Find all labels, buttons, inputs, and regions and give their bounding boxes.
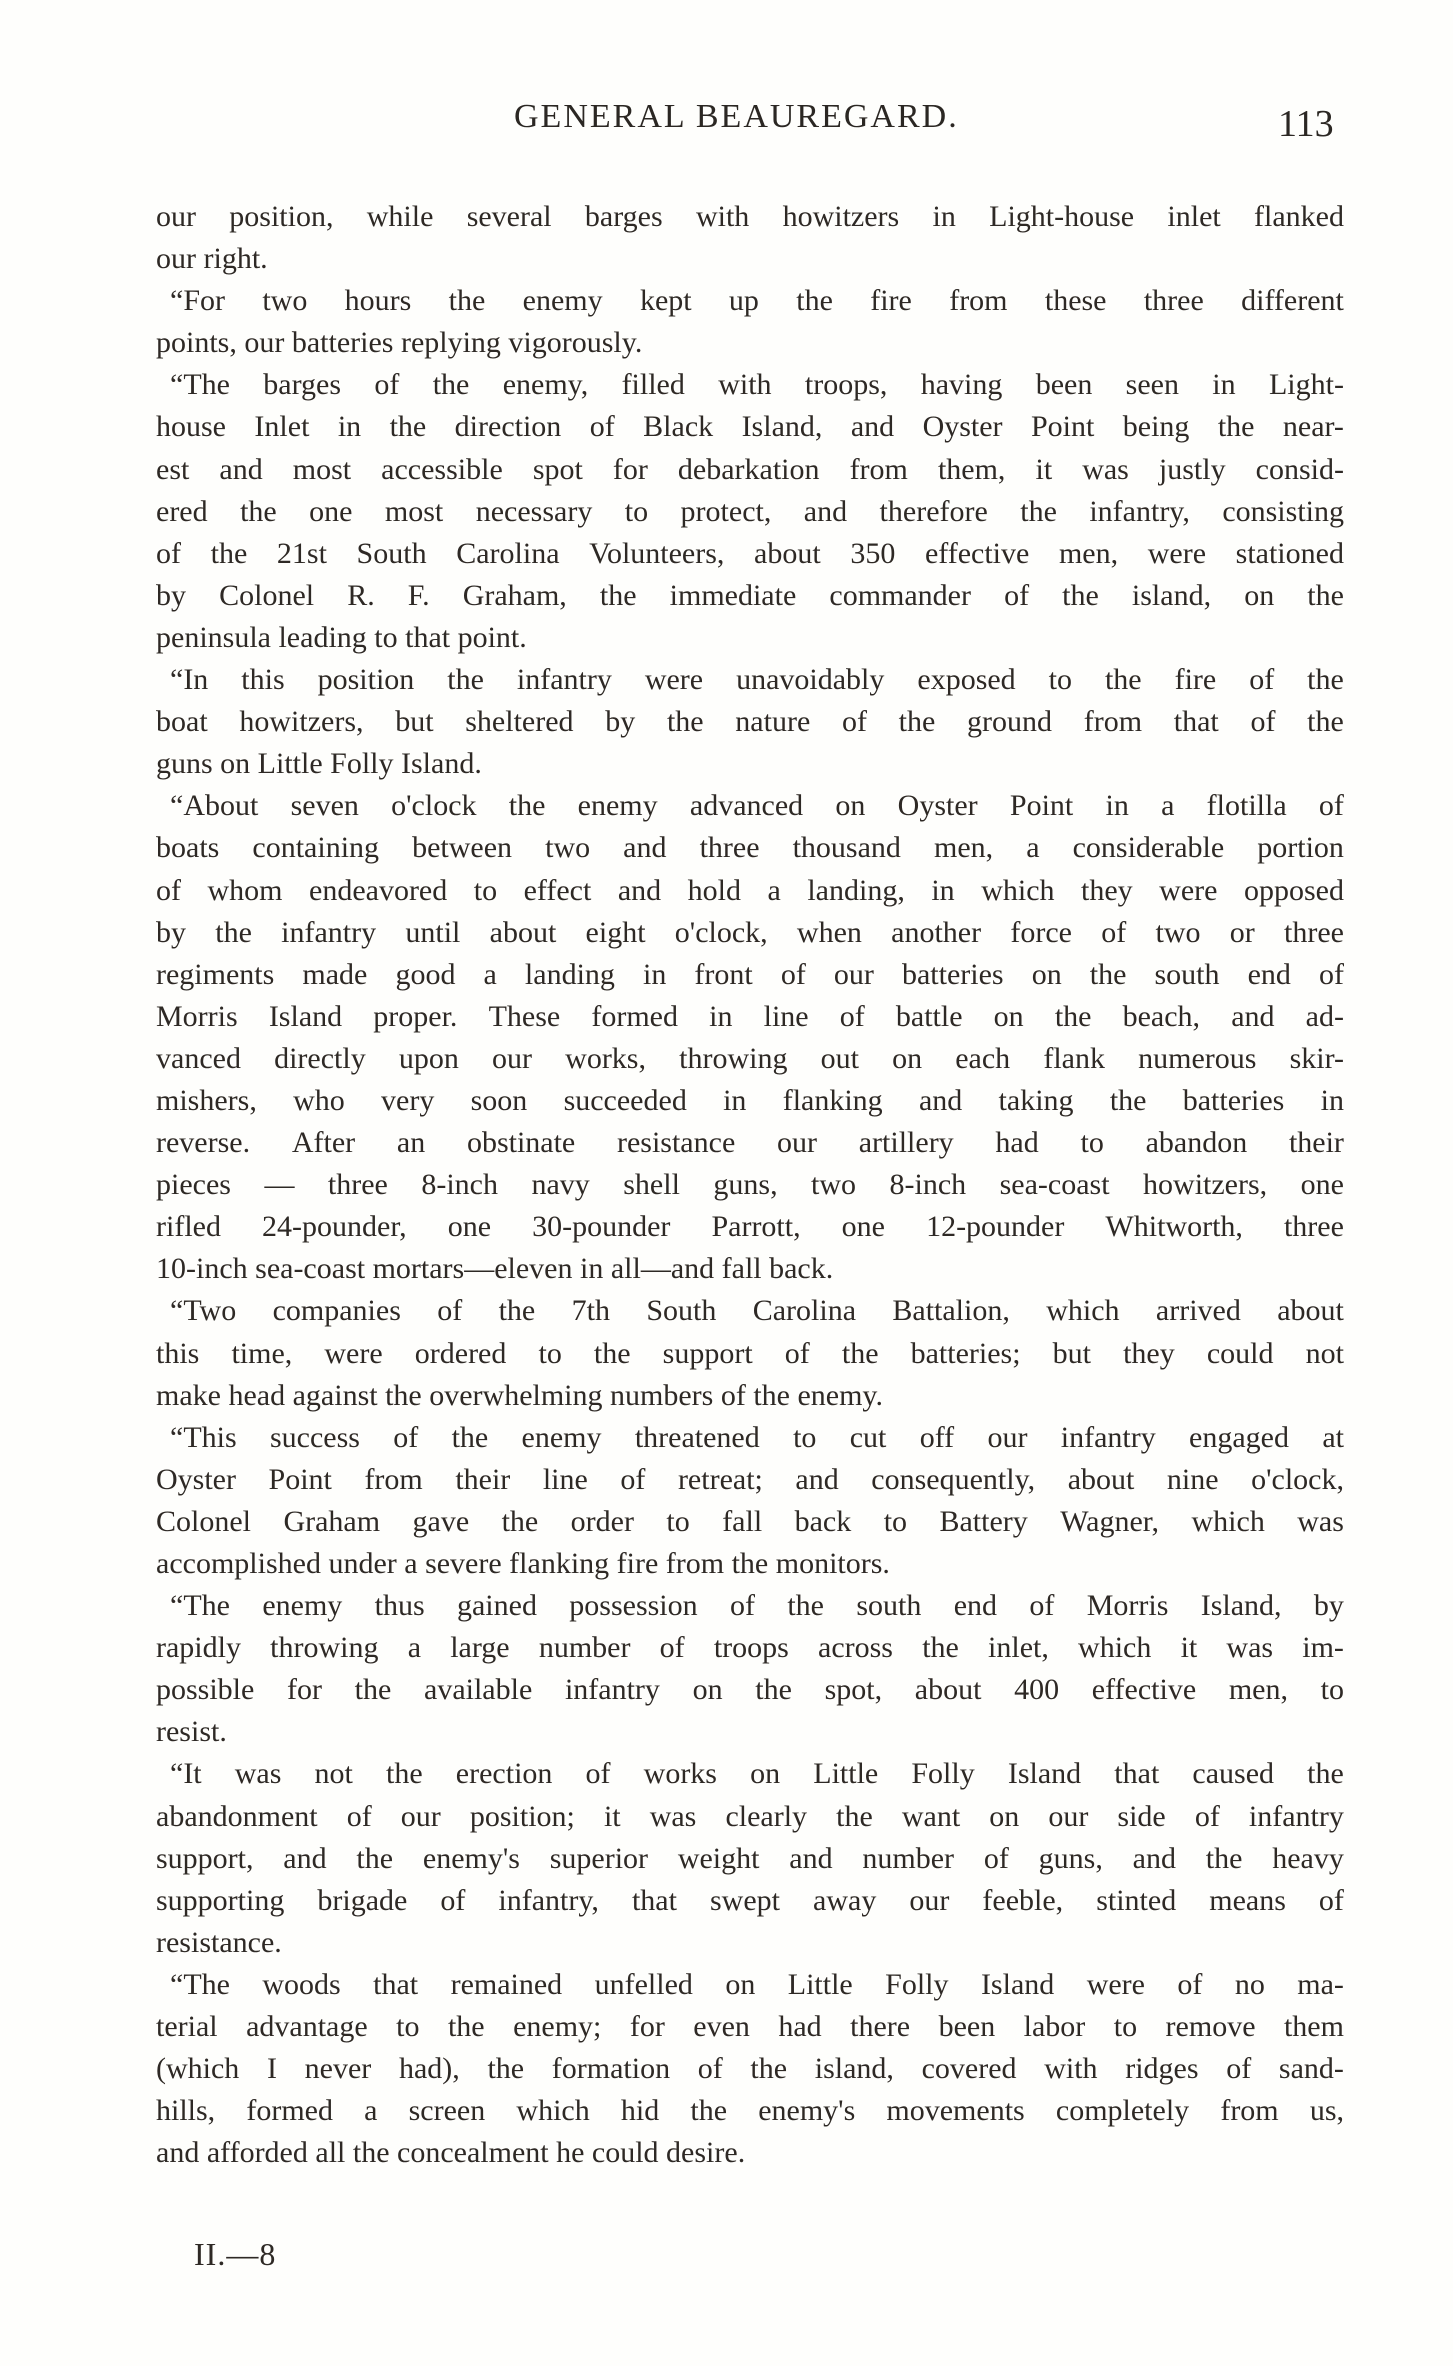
text-line: resistance.	[156, 1925, 282, 1959]
text-line: 10-inch sea-coast mortars—eleven in all—and fall back.	[156, 1252, 834, 1286]
text-line: mishers, who very soon succeeded in flanking and taking the batteries in	[156, 1083, 1344, 1117]
text-line: “The enemy thus gained possession of the south end of Morris Island, by	[170, 1589, 1344, 1623]
text-line: house Inlet in the direction of Black Island, and Oyster Point being the near-	[156, 410, 1344, 444]
text-line: rifled 24-pounder, one 30-pounder Parrott, one 12-pounder Whitworth, three	[156, 1210, 1344, 1244]
running-head	[0, 98, 1453, 148]
page-number: 113	[1278, 103, 1334, 145]
text-line: pieces — three 8-inch navy shell guns, two 8-inch sea-coast howitzers, one	[156, 1168, 1344, 1202]
running-title: GENERAL BEAUREGARD.	[514, 98, 959, 135]
text-line: hills, formed a screen which hid the enemy's movements completely from us,	[156, 2094, 1344, 2128]
text-line: Morris Island proper. These formed in line of battle on the beach, and ad-	[156, 999, 1344, 1033]
text-line: our right.	[156, 242, 268, 276]
text-line: ered the one most necessary to protect, and therefore the infantry, consisting	[156, 494, 1344, 528]
text-line: our position, while several barges with howitzers in Light-house inlet flanked	[156, 200, 1344, 233]
text-line: “About seven o'clock the enemy advanced on Oyster Point in a flotilla of	[170, 789, 1344, 823]
text-line: support, and the enemy's superior weight and number of guns, and the heavy	[156, 1841, 1344, 1875]
text-line: “Two companies of the 7th South Carolina Battalion, which arrived about	[170, 1294, 1344, 1328]
text-line: terial advantage to the enemy; for even had there been labor to remove them	[156, 2010, 1344, 2044]
text-line: Colonel Graham gave the order to fall back to Battery Wagner, which was	[156, 1504, 1344, 1538]
text-line: supporting brigade of infantry, that swept away our feeble, stinted means of	[156, 1883, 1344, 1917]
text-line: “In this position the infantry were unavoidably exposed to the fire of the	[170, 663, 1344, 697]
text-line: boats containing between two and three thousand men, a considerable portion	[156, 831, 1344, 865]
body-text	[156, 196, 1344, 2174]
text-line: vanced directly upon our works, throwing out on each flank numerous skir-	[156, 1041, 1344, 1075]
signature-mark: II.—8	[194, 2236, 277, 2272]
text-line: “For two hours the enemy kept up the fire from these three different	[170, 284, 1344, 318]
text-line: of the 21st South Carolina Volunteers, about 350 effective men, were stationed	[156, 536, 1344, 570]
text-line: (which I never had), the formation of the island, covered with ridges of sand-	[156, 2052, 1344, 2086]
text-line: Oyster Point from their line of retreat; and consequently, about nine o'clock,	[156, 1462, 1344, 1496]
text-line: “It was not the erection of works on Little Folly Island that caused the	[170, 1757, 1344, 1791]
text-line: abandonment of our position; it was clearly the want on our side of infantry	[156, 1799, 1344, 1833]
text-line: make head against the overwhelming numbers of the enemy.	[156, 1378, 883, 1412]
text-line: “This success of the enemy threatened to cut off our infantry engaged at	[170, 1420, 1344, 1454]
text-line: est and most accessible spot for debarkation from them, it was justly consid-	[156, 452, 1344, 486]
text-line: possible for the available infantry on the spot, about 400 effective men, to	[156, 1673, 1344, 1707]
text-line: accomplished under a severe flanking fire from the monitors.	[156, 1547, 890, 1580]
text-line: reverse. After an obstinate resistance our artillery had to abandon their	[156, 1126, 1344, 1160]
text-line: boat howitzers, but sheltered by the nature of the ground from that of the	[156, 705, 1344, 739]
text-line: “The barges of the enemy, filled with troops, having been seen in Light-	[170, 368, 1344, 402]
text-line: guns on Little Folly Island.	[156, 747, 482, 781]
text-line: resist.	[156, 1715, 227, 1749]
text-line: by Colonel R. F. Graham, the immediate commander of the island, on the	[156, 578, 1344, 612]
text-line: points, our batteries replying vigorously.	[156, 326, 643, 360]
text-line: this time, were ordered to the support of the batteries; but they could not	[156, 1336, 1344, 1370]
text-line: of whom endeavored to effect and hold a landing, in which they were opposed	[156, 873, 1344, 907]
text-line: by the infantry until about eight o'clock, when another force of two or three	[156, 915, 1344, 949]
text-line: peninsula leading to that point.	[156, 620, 527, 654]
text-line: and afforded all the concealment he could desire.	[156, 2136, 746, 2170]
text-line: “The woods that remained unfelled on Little Folly Island were of no ma-	[170, 1967, 1344, 2001]
text-line: regiments made good a landing in front of our batteries on the south end of	[156, 957, 1344, 991]
text-line: rapidly throwing a large number of troops across the inlet, which it was im-	[156, 1631, 1344, 1665]
